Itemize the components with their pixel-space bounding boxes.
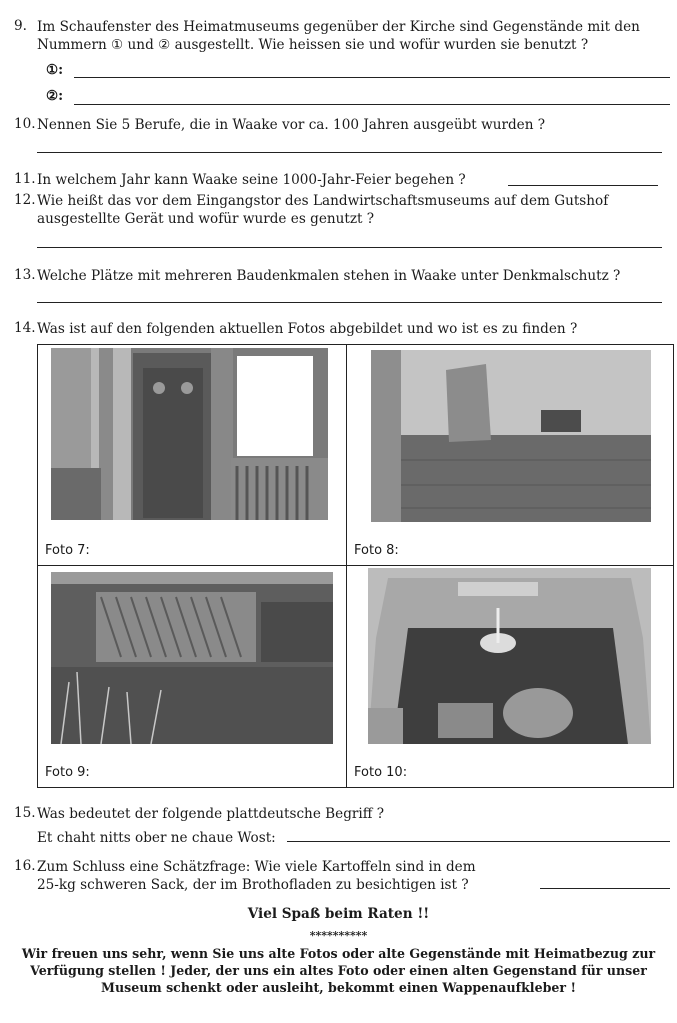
question-10-text: Nennen Sie 5 Berufe, die in Waake vor ca. 100 Jahren ausgeübt wurden ? <box>37 117 546 133</box>
photo-9-caption: Foto 9: <box>45 765 90 780</box>
photo-7-caption: Foto 7: <box>45 543 90 558</box>
question-15-number: 15. <box>14 805 36 821</box>
closing-text-line2: Verfügung stellen ! Jeder, der uns ein altes Foto oder einen alten Gegenstand für unser <box>30 963 647 978</box>
closing-text-line3: Museum schenkt oder ausleiht, bekommt einen Wappenaufkleber ! <box>101 980 576 995</box>
photo-9-image <box>51 572 333 744</box>
question-11-number: 11. <box>14 171 36 187</box>
question-10-number: 10. <box>14 116 36 132</box>
question-13-answer-line[interactable] <box>37 302 662 303</box>
photo-8-caption: Foto 8: <box>354 543 399 558</box>
question-9-number: 9. <box>14 18 27 34</box>
question-9-answer-line-2[interactable] <box>74 104 670 105</box>
question-16-number: 16. <box>14 858 36 874</box>
question-12-text-line1: Wie heißt das vor dem Eingangstor des Landwirtschaftsmuseums auf dem Gutshof <box>37 193 609 209</box>
photo-10-caption: Foto 10: <box>354 765 408 780</box>
photo-10-image <box>368 568 651 744</box>
question-12-text-line2: ausgestellte Gerät und wofür wurde es genutzt ? <box>37 211 375 227</box>
closing-title: Viel Spaß beim Raten !! <box>247 906 430 922</box>
question-9-text-line2: Nummern ① und ② ausgestellt. Wie heissen sie und wofür wurden sie benutzt ? <box>37 37 589 53</box>
question-14-text: Was ist auf den folgenden aktuellen Fotos abgebildet und wo ist es zu finden ? <box>37 321 578 337</box>
photo-grid <box>37 344 674 788</box>
question-12-number: 12. <box>14 192 36 208</box>
closing-text-line1: Wir freuen uns sehr, wenn Sie uns alte Fotos oder alte Gegenstände mit Heimatbezug zur <box>21 946 656 961</box>
question-9-text-line1: Im Schaufenster des Heimatmuseums gegenüber der Kirche sind Gegenstände mit den <box>37 19 640 35</box>
question-15-phrase: Et chaht nitts ober ne chaue Wost: <box>37 830 276 846</box>
closing-stars: ********** <box>309 929 368 942</box>
question-13-text: Welche Plätze mit mehreren Baudenkmalen stehen in Waake unter Denkmalschutz ? <box>37 268 621 284</box>
photo-7-image <box>51 348 328 520</box>
question-9-answer-line-1[interactable] <box>74 77 670 78</box>
question-11-answer-line[interactable] <box>508 185 658 186</box>
question-15-answer-line[interactable] <box>287 841 670 842</box>
question-14-number: 14. <box>14 320 36 336</box>
question-16-answer-line[interactable] <box>540 888 670 889</box>
question-10-answer-line[interactable] <box>37 152 662 153</box>
question-16-text-line2: 25-kg schweren Sack, der im Brothofladen zu besichtigen ist ? <box>37 877 469 893</box>
question-12-answer-line[interactable] <box>37 247 662 248</box>
question-15-text: Was bedeutet der folgende plattdeutsche Begriff ? <box>37 806 385 822</box>
question-11-text: In welchem Jahr kann Waake seine 1000-Jahr-Feier begehen ? <box>37 172 466 188</box>
question-16-text-line1: Zum Schluss eine Schätzfrage: Wie viele Kartoffeln sind in dem <box>37 859 476 875</box>
question-9-answer-label-2: ②: <box>46 88 64 104</box>
grid-divider-vertical <box>346 345 347 787</box>
photo-8-image <box>371 350 651 522</box>
question-13-number: 13. <box>14 267 36 283</box>
question-9-answer-label-1: ①: <box>46 62 64 78</box>
grid-divider-horizontal <box>38 565 673 566</box>
